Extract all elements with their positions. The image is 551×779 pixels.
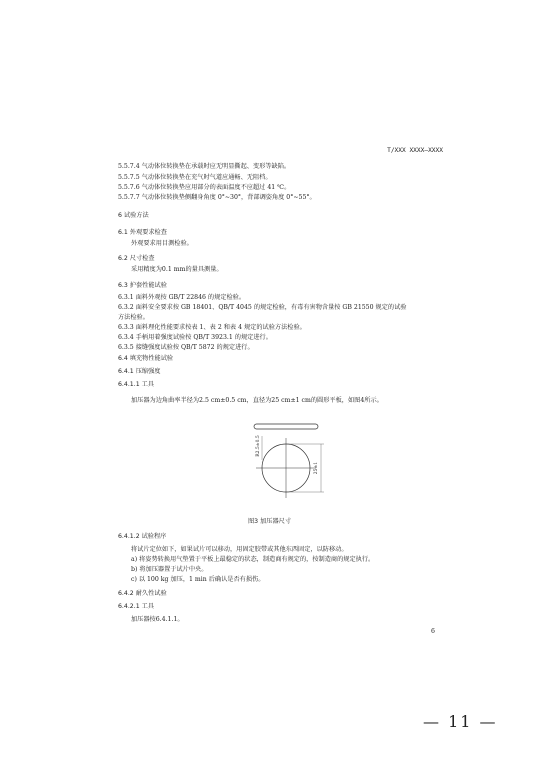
pressure-plate-figure: [240, 420, 340, 500]
section-6-4-1-1-heading: 6.4.1.1 工具: [118, 381, 154, 388]
section-6-4-1-2-body: 将试片定位如下，如果试片可以移动，用固定胶带或其他东西固定，以防移动。: [131, 546, 348, 553]
section-6-2-body: 采用精度为0.1 mm的量具测量。: [131, 266, 223, 273]
section-6-2-heading: 6.2 尺寸检查: [118, 255, 155, 262]
clause-6-3-3: 6.3.3 面料理化性能要求按表 1、表 2 和表 4 规定的试验方法检验。: [118, 324, 306, 331]
procedure-item-b: b) 将加压器置于试片中央。: [131, 566, 208, 573]
page-number: 6: [431, 628, 435, 635]
procedure-item-a: a) 将姿势转换用气垫置于平板上最稳定的状态，制造商有规定的，按制造商的规定执行。: [131, 556, 375, 563]
clause-6-3-5: 6.3.5 接缝强度试验按 QB/T 5872 的规定进行。: [118, 344, 254, 351]
section-6-4-1-2-heading: 6.4.1.2 试验程序: [118, 533, 167, 540]
radius-label: R2.5±0.5: [256, 435, 261, 457]
procedure-item-c: c) 以 100 kg 加压，1 min 后确认是否有损伤。: [131, 576, 265, 583]
figure-caption: 图3 加压器尺寸: [248, 518, 292, 525]
document-id-header: T/XXX XXXX—XXXX: [387, 147, 443, 154]
section-6-4-2-heading: 6.4.2 耐久性试验: [118, 590, 167, 597]
clause-5-5-7-7: 5.5.7.7 气动体位转换垫侧翻身角度 0°~30°，背部调姿角度 0°~55°。: [118, 194, 316, 201]
section-6-4-2-1-heading: 6.4.2.1 工具: [118, 603, 154, 610]
footer-page-number: — 11 —: [423, 712, 498, 731]
section-6-4-2-1-body: 加压器按6.4.1.1。: [131, 616, 184, 623]
section-6-1-body: 外观要求用目测检验。: [131, 240, 193, 247]
clause-6-3-1: 6.3.1 面料外观按 GB/T 22846 的规定检验。: [118, 294, 246, 301]
clause-5-5-7-5: 5.5.7.5 气动体位转换垫在充气时气道应通畅、无阻档。: [118, 174, 272, 181]
plate-side-view: [254, 424, 318, 429]
clause-5-5-7-4: 5.5.7.4 气动体位转换垫在承载时应无明显撕起、变形等缺陷。: [118, 163, 291, 170]
section-6-4-1-1-body: 加压器为边角曲率半径为2.5 cm±0.5 cm，直径为25 cm±1 cm的圆形平板，如图4所示。: [131, 397, 383, 404]
clause-6-3-4: 6.3.4 手柄用着强度试验按 QB/T 3923.1 的规定进行。: [118, 334, 272, 341]
section-6-3-heading: 6.3 护套性能试验: [118, 282, 167, 289]
section-6-4-heading: 6.4 填充物性能试验: [118, 355, 174, 362]
section-6-4-1-heading: 6.4.1 压缩强度: [118, 368, 161, 375]
clause-6-3-2-line2: 方法检验。: [118, 314, 149, 321]
clause-6-3-2-line1: 6.3.2 面料安全要求按 GB 18401、QB/T 4045 的规定检验，有毒有害物含量按 GB 21550 规定的试验: [118, 304, 407, 311]
clause-5-5-7-6: 5.5.7.6 气动体位转换垫应用部分的表面温度不应超过 41 ℃。: [118, 184, 291, 191]
section-6-1-heading: 6.1 外观要求检查: [118, 229, 167, 236]
diameter-label: 25±1: [314, 461, 319, 475]
section-6-heading: 6 试验方法: [118, 212, 149, 219]
